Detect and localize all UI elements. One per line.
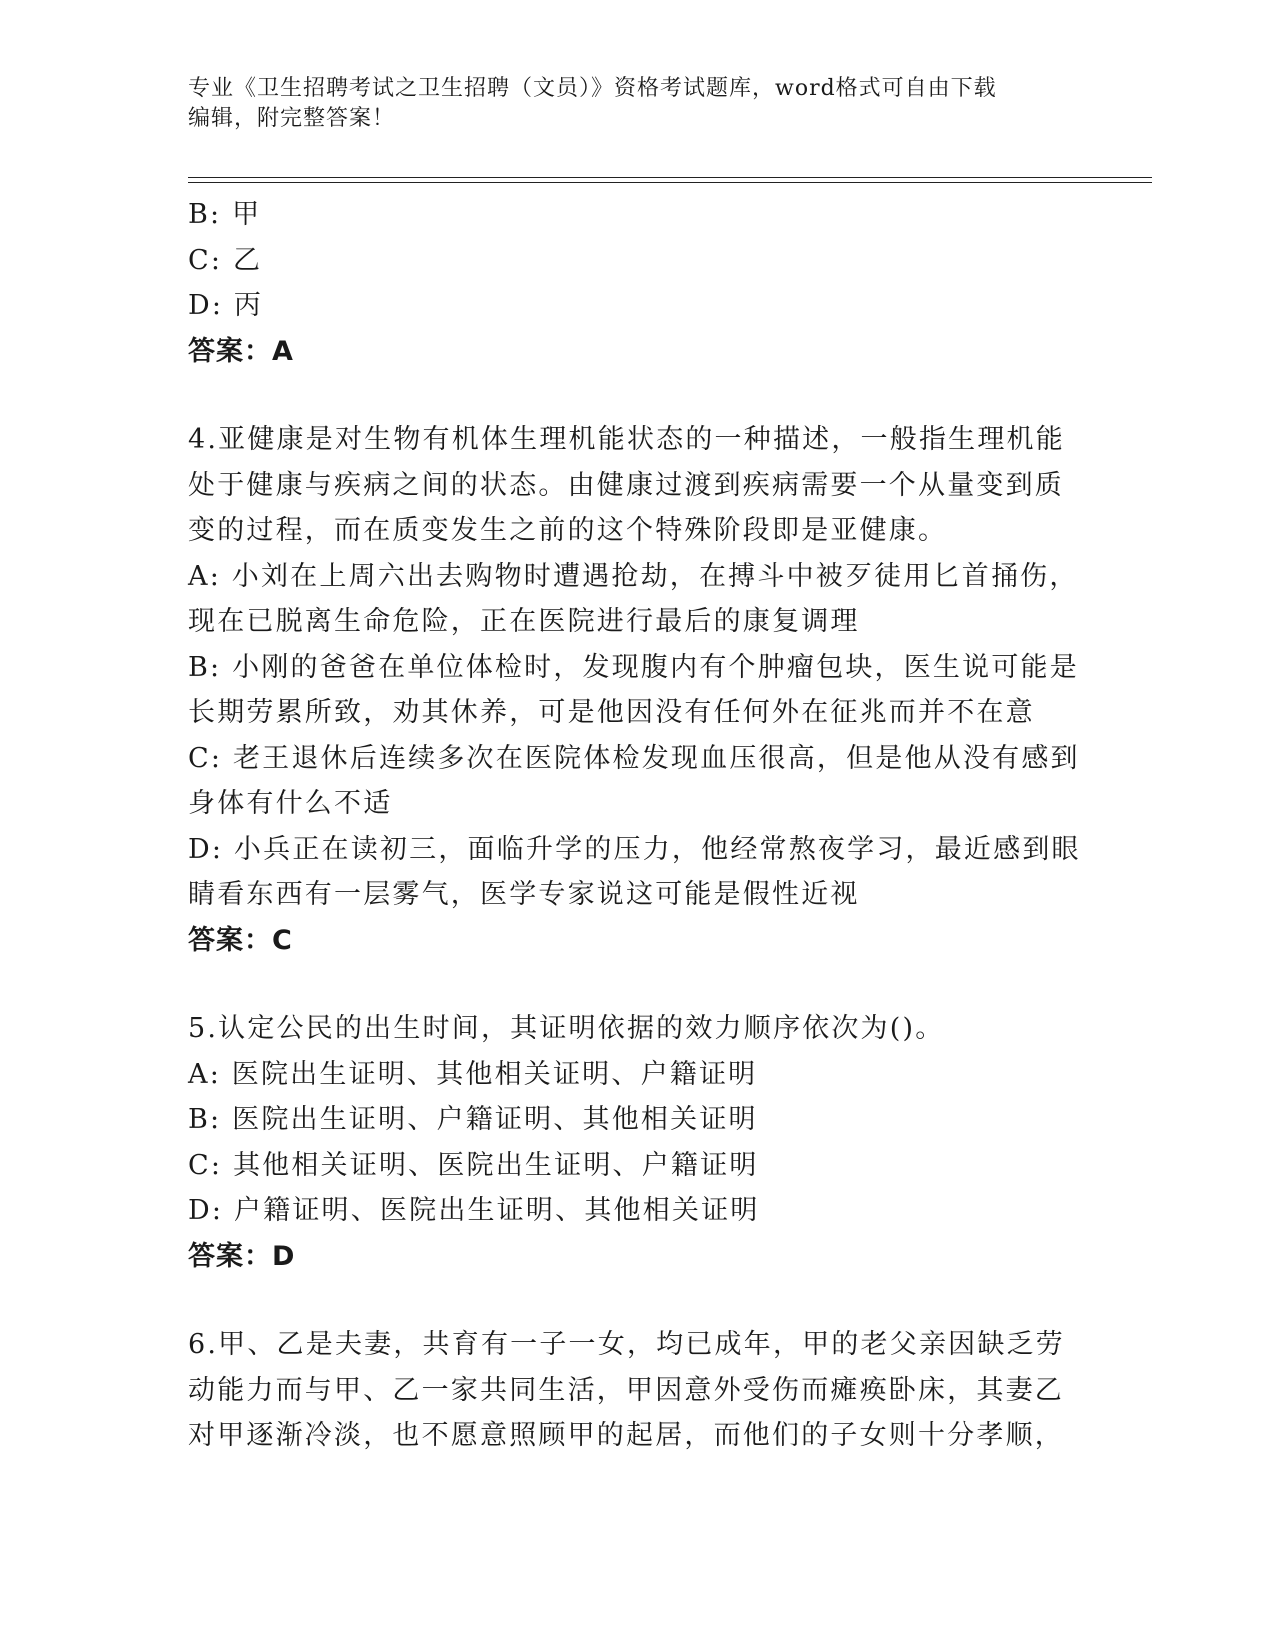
spacer xyxy=(188,374,1088,417)
question-3-tail xyxy=(188,192,1088,374)
question-text-line: 5.认定公民的出生时间，其证明依据的效力顺序依次为()。 xyxy=(188,1013,945,1044)
option-b: B: 小刚的爸爸在单位体检时，发现腹内有个肿瘤包块，医生说可能是 xyxy=(188,651,1079,683)
question-text-line: 4.亚健康是对生物有机体生理机能状态的一种描述，一般指生理机能 xyxy=(188,424,1065,455)
option-b-continued: 长期劳累所致，劝其休养，可是他因没有任何外在征兆而并不在意 xyxy=(188,697,1035,728)
question-6 xyxy=(188,1322,1088,1459)
option-b: B: 医院出生证明、户籍证明、其他相关证明 xyxy=(188,1104,758,1135)
header-divider-bottom xyxy=(188,182,1152,183)
question-text-line: 变的过程，而在质变发生之前的这个特殊阶段即是亚健康。 xyxy=(188,515,948,546)
option-c: C: 其他相关证明、医院出生证明、户籍证明 xyxy=(188,1149,759,1181)
question-text-line: 6.甲、乙是夫妻，共育有一子一女，均已成年，甲的老父亲因缺乏劳 xyxy=(188,1329,1065,1360)
answer-label: 答案：C xyxy=(188,924,293,956)
spacer xyxy=(188,963,1088,1006)
question-5 xyxy=(188,1006,1088,1279)
question-text-line: 对甲逐渐冷淡，也不愿意照顾甲的起居，而他们的子女则十分孝顺， xyxy=(188,1420,1064,1451)
option-c: C: 乙 xyxy=(188,244,263,276)
option-a: A: 医院出生证明、其他相关证明、户籍证明 xyxy=(188,1058,758,1090)
spacer xyxy=(188,1279,1088,1322)
option-c: C: 老王退休后连续多次在医院体检发现血压很高，但是他从没有感到 xyxy=(188,742,1080,774)
header-divider-top xyxy=(188,177,1152,178)
question-text-line: 处于健康与疾病之间的状态。由健康过渡到疾病需要一个从量变到质 xyxy=(188,469,1064,501)
option-d: D: 小兵正在读初三，面临升学的压力，他经常熬夜学习，最近感到眼 xyxy=(188,833,1081,865)
header-line-2: 编辑，附完整答案！ xyxy=(188,106,396,131)
question-text-line: 动能力而与甲、乙一家共同生活，甲因意外受伤而瘫痪卧床，其妻乙 xyxy=(188,1374,1064,1406)
option-d: D: 丙 xyxy=(188,290,264,321)
header-line-1: 专业《卫生招聘考试之卫生招聘（文员）》资格考试题库，word格式可自由下载 xyxy=(188,76,997,101)
option-b: B: 甲 xyxy=(188,199,262,230)
option-d: D: 户籍证明、医院出生证明、其他相关证明 xyxy=(188,1195,760,1226)
option-d-continued: 睛看东西有一层雾气，医学专家说这可能是假性近视 xyxy=(188,879,860,910)
option-a-continued: 现在已脱离生命危险，正在医院进行最后的康复调理 xyxy=(188,606,860,637)
question-content xyxy=(188,192,1088,1459)
answer-label: 答案：D xyxy=(188,1240,296,1272)
option-c-continued: 身体有什么不适 xyxy=(188,788,393,819)
option-a: A: 小刘在上周六出去购物时遭遇抢劫，在搏斗中被歹徒用匕首捅伤， xyxy=(188,560,1079,592)
question-4 xyxy=(188,417,1088,963)
document-header xyxy=(188,74,1068,134)
answer-label: 答案：A xyxy=(188,335,294,367)
